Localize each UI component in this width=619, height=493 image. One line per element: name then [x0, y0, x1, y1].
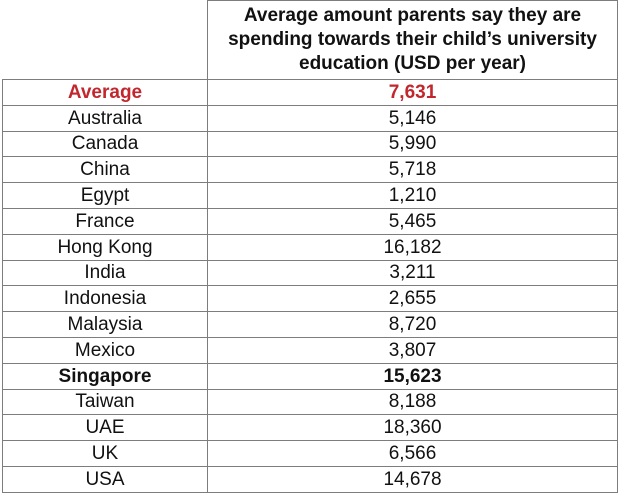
- amount-cell: 5,718: [208, 157, 618, 183]
- amount-cell: 1,210: [208, 183, 618, 209]
- amount-cell: 5,146: [208, 105, 618, 131]
- table-row: [3, 260, 618, 286]
- table-row: [3, 105, 618, 131]
- table-row: [3, 183, 618, 209]
- table-row: [3, 389, 618, 415]
- country-cell: USA: [3, 466, 208, 492]
- table-row: [3, 337, 618, 363]
- table-row: [3, 441, 618, 467]
- amount-cell: 3,211: [208, 260, 618, 286]
- table-row: [3, 363, 618, 389]
- amount-cell: 8,720: [208, 312, 618, 338]
- table-row: [3, 131, 618, 157]
- country-cell: Singapore: [3, 363, 208, 389]
- country-cell: Malaysia: [3, 312, 208, 338]
- amount-cell: 16,182: [208, 234, 618, 260]
- amount-cell: 15,623: [208, 363, 618, 389]
- country-cell: China: [3, 157, 208, 183]
- country-cell: Mexico: [3, 337, 208, 363]
- amount-cell: 5,465: [208, 208, 618, 234]
- amount-cell: 3,807: [208, 337, 618, 363]
- country-cell: Egypt: [3, 183, 208, 209]
- table-row: [3, 80, 618, 106]
- table-row: [3, 208, 618, 234]
- amount-cell: 14,678: [208, 466, 618, 492]
- amount-cell: 8,188: [208, 389, 618, 415]
- table-body: [3, 80, 618, 493]
- country-cell: UAE: [3, 415, 208, 441]
- country-cell: Hong Kong: [3, 234, 208, 260]
- country-cell: India: [3, 260, 208, 286]
- amount-cell: 2,655: [208, 286, 618, 312]
- country-cell: Australia: [3, 105, 208, 131]
- table-row: [3, 234, 618, 260]
- table-header-row: [3, 1, 618, 80]
- country-cell: Average: [3, 80, 208, 106]
- amount-cell: 18,360: [208, 415, 618, 441]
- country-cell: Taiwan: [3, 389, 208, 415]
- amount-cell: 7,631: [208, 80, 618, 106]
- country-cell: UK: [3, 441, 208, 467]
- amount-cell: 5,990: [208, 131, 618, 157]
- header-country-column: [3, 1, 208, 80]
- country-cell: France: [3, 208, 208, 234]
- table-row: [3, 466, 618, 492]
- amount-cell: 6,566: [208, 441, 618, 467]
- table-row: [3, 415, 618, 441]
- table-row: [3, 312, 618, 338]
- country-cell: Indonesia: [3, 286, 208, 312]
- spending-table: [2, 0, 618, 493]
- country-cell: Canada: [3, 131, 208, 157]
- table-row: [3, 157, 618, 183]
- table-row: [3, 286, 618, 312]
- header-amount-column: Average amount parents say they are spending towards their child’s university education (USD per year): [208, 1, 618, 80]
